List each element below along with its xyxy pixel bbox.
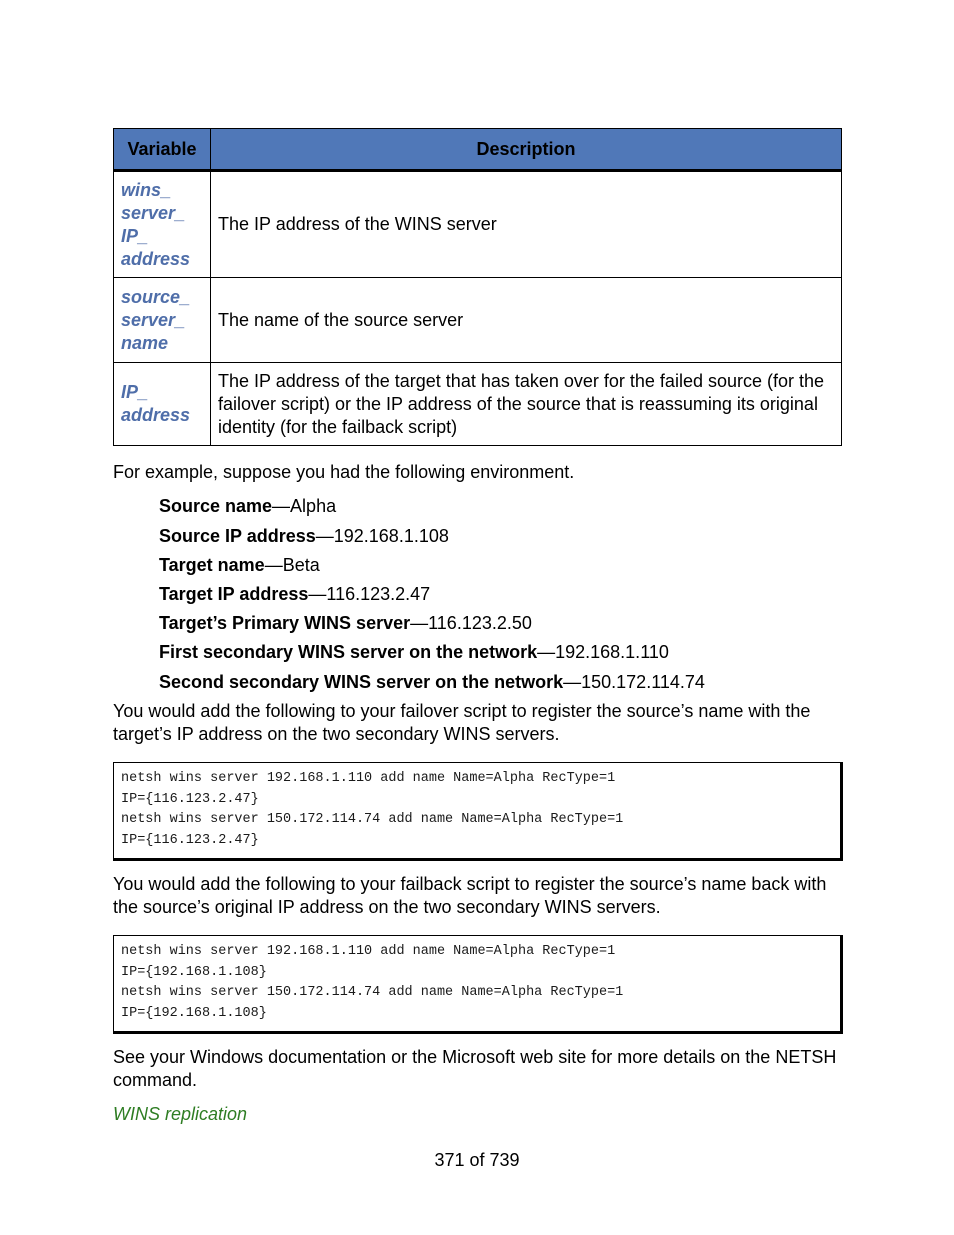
env-item: [159, 554, 320, 577]
code-line: IP={192.168.1.108}: [121, 964, 267, 980]
code-line: netsh wins server 150.172.114.74 add name Name=Alpha RecType=1: [121, 812, 624, 827]
env-item: [159, 583, 430, 606]
env-value: —116.123.2.50: [410, 613, 532, 633]
variable-name: IP_ address: [121, 382, 191, 425]
env-value: —192.168.1.108: [315, 526, 449, 546]
env-value: —192.168.1.110: [537, 642, 669, 662]
description-cell: The name of the source server: [211, 278, 842, 363]
description-cell: The IP address of the WINS server: [211, 171, 842, 278]
code-line: netsh wins server 192.168.1.110 add name Name=Alpha RecType=1: [121, 771, 616, 786]
variable-name: wins_ server_ IP_ address: [121, 179, 191, 269]
variable-name: source_ server_ name: [121, 286, 191, 353]
failback-paragraph: You would add the following to your failback script to register the source’s name back with the source’s original IP address on the two secondary WINS servers.: [113, 874, 827, 917]
variable-cell: [114, 278, 211, 363]
env-value: —Alpha: [272, 496, 337, 516]
env-label: Target IP address: [159, 584, 309, 604]
env-value: —150.172.114.74: [563, 672, 705, 692]
page-number: 371 of 739: [434, 1150, 520, 1170]
table-row: [114, 278, 842, 363]
code-line: netsh wins server 150.172.114.74 add name Name=Alpha RecType=1: [121, 985, 624, 1000]
table-row: [114, 171, 842, 278]
env-label: Target name: [159, 555, 265, 575]
env-label: Source IP address: [159, 526, 316, 546]
failback-code-block: [113, 935, 843, 1034]
env-item: [159, 495, 336, 518]
header-description: Description: [211, 129, 842, 171]
failover-code-block: [113, 762, 843, 861]
code-line: IP={116.123.2.47}: [121, 832, 259, 848]
code-line: IP={192.168.1.108}: [121, 1005, 267, 1021]
table-header-row: [114, 129, 842, 171]
env-label: Source name: [159, 496, 273, 516]
closing-paragraph: See your Windows documentation or the Microsoft web site for more details on the NETSH command.: [113, 1047, 837, 1090]
wins-replication-link[interactable]: WINS replication: [113, 1104, 248, 1124]
failover-paragraph: You would add the following to your failover script to register the source’s name with the target’s IP address on the two secondary WINS servers.: [113, 701, 811, 744]
env-item: [159, 671, 705, 694]
description-cell: The IP address of the target that has taken over for the failed source (for the failover script) or the IP address of the source that is reassuming its original identity (for the failback script): [211, 363, 842, 446]
code-line: netsh wins server 192.168.1.110 add name Name=Alpha RecType=1: [121, 944, 616, 959]
code-line: IP={116.123.2.47}: [121, 791, 259, 807]
env-value: —Beta: [264, 555, 320, 575]
variable-cell: [114, 171, 211, 278]
intro-paragraph: For example, suppose you had the following environment.: [113, 462, 575, 482]
variable-cell: [114, 363, 211, 446]
env-item: [159, 641, 669, 664]
env-item: [159, 525, 449, 548]
env-label: First secondary WINS server on the network: [159, 642, 538, 662]
env-item: [159, 612, 532, 635]
table-row: [114, 363, 842, 446]
env-label: Second secondary WINS server on the network: [159, 672, 564, 692]
env-value: —116.123.2.47: [308, 584, 431, 604]
env-label: Target’s Primary WINS server: [159, 613, 411, 633]
variables-table: [113, 128, 842, 446]
header-variable: Variable: [114, 129, 211, 171]
